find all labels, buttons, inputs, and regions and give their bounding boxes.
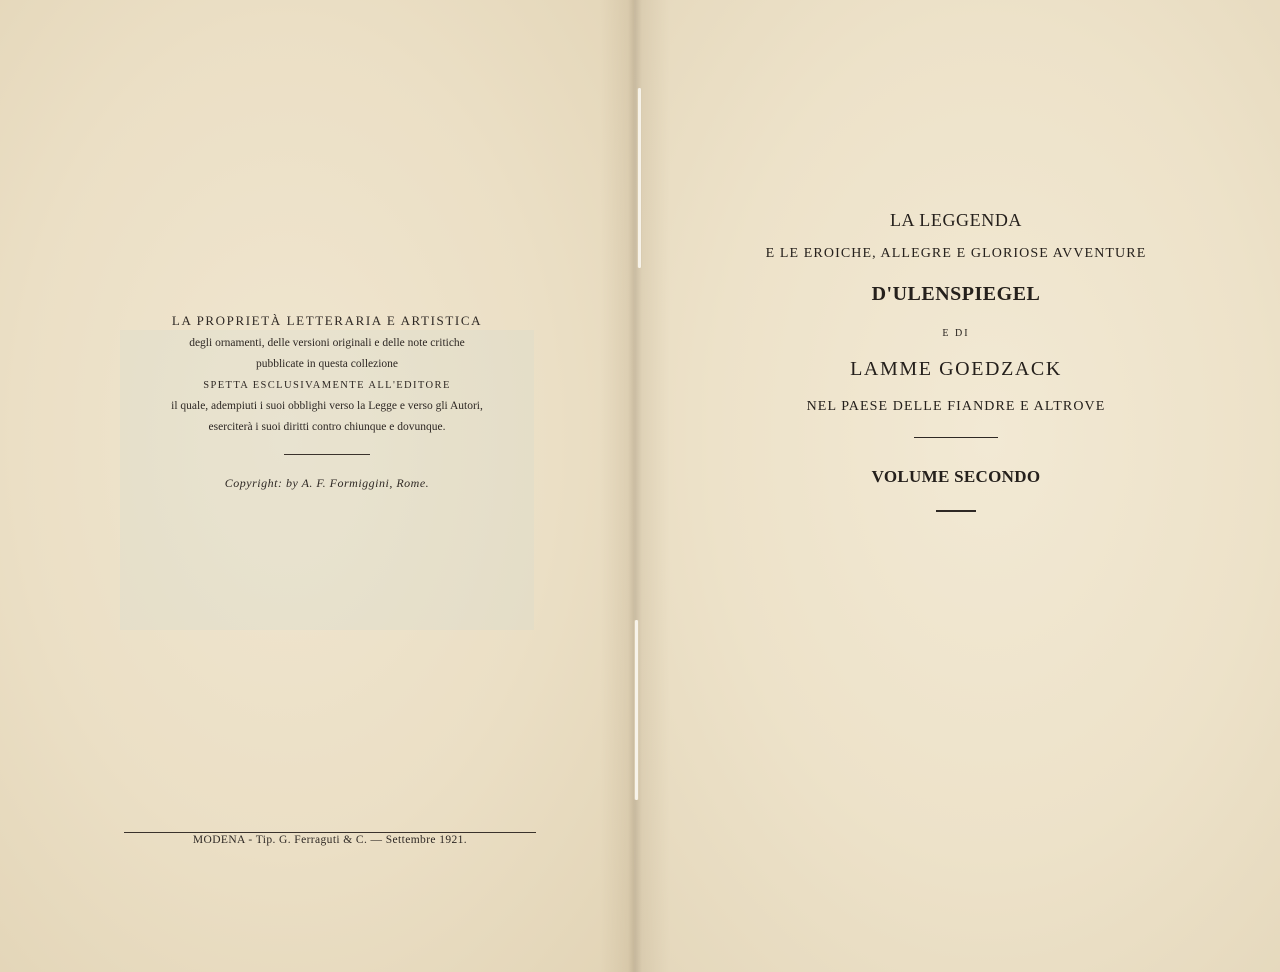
imprint-line: SPETTA ESCLUSIVAMENTE ALL'EDITORE <box>203 380 451 391</box>
imprint-line: eserciterà i suoi diritti contro chiunque e dovunque. <box>208 421 446 433</box>
imprint-line: il quale, adempiuti i suoi obblighi verso la Legge e verso gli Autori, <box>171 400 483 412</box>
printer-divider <box>124 832 536 833</box>
subtitle-line: NEL PAESE DELLE FIANDRE E ALTROVE <box>806 399 1106 414</box>
conjunction-line: E DI <box>942 328 970 339</box>
imprint-divider <box>284 454 370 455</box>
imprint-line: pubblicate in questa collezione <box>255 358 399 370</box>
printer-line: MODENA - Tip. G. Ferraguti & C. — Settembre 1921. <box>192 834 468 846</box>
title-line: LA LEGGENDA <box>889 210 1023 230</box>
main-title: D'ULENSPIEGEL <box>871 283 1041 305</box>
volume-divider <box>936 510 976 512</box>
binding-thread <box>634 620 639 800</box>
title-divider <box>914 437 998 438</box>
secondary-title: LAMME GOEDZACK <box>850 358 1062 380</box>
imprint-line: degli ornamenti, delle versioni originali e delle note critiche <box>189 337 465 349</box>
volume-label: VOLUME SECONDO <box>871 467 1041 486</box>
title-page <box>700 205 1212 512</box>
binding-thread <box>637 88 642 268</box>
copyright-notice: Copyright: by A. F. Formiggini, Rome. <box>224 476 430 490</box>
copyright-imprint <box>120 310 534 494</box>
imprint-heading: LA PROPRIETÀ LETTERARIA E ARTISTICA <box>171 313 483 328</box>
subtitle-line: E LE EROICHE, ALLEGRE E GLORIOSE AVVENTURE <box>765 246 1147 261</box>
book-gutter <box>600 0 670 972</box>
left-page <box>0 0 634 972</box>
